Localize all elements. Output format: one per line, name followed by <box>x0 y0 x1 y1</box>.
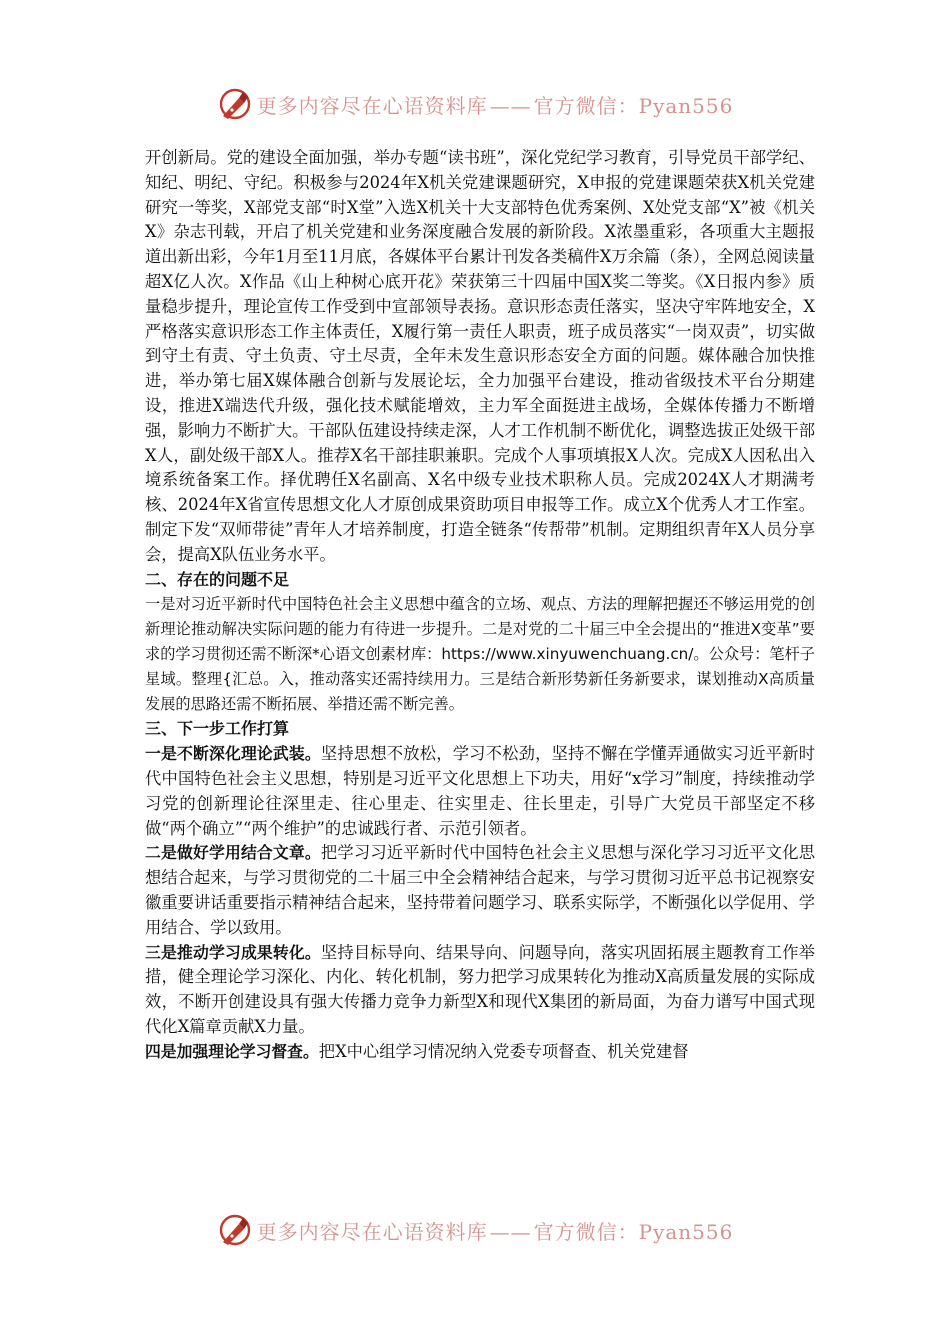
document-body <box>145 146 815 1065</box>
section-heading-problems: 二、存在的问题不足 <box>145 569 290 589</box>
item-text: 把X中心组学习情况纳入党委专项督查、机关党建督 <box>318 1041 689 1061</box>
pen-nib-logo-icon <box>217 86 253 122</box>
item-text: 坚持思想不放松，学习不松劲，坚持不懈在学懂弄通做实习近平新时代中国特色社会主义思想，特别是习近平文化思想上下功夫，用好“x学习”制度，持续推动学习党的创新理论往深里走、往心里走、往实里走、往长里走，引导广大党员干部坚定不移做“两个确立”“两个维护”的忠诚践行者、示范引领者。 <box>145 744 815 838</box>
inserted-source-note: *心语文创素材库：https://www.xinyuwenchuang.cn/。公众号：笔杆子星域。整理{汇总。入 <box>145 645 815 689</box>
problems-text-part-1: 一是对习近平新时代中国特色社会主义思想中蕴含的立场、观点、方法的理解把握还不够运用党的创新理论推动解决实际问题的能力有待进一步提升。二是对党的二十届三中全会提出的“推进X变革”要求的学习贯彻还需不断深 <box>145 595 815 664</box>
item-lead: 二是做好学用结合文章。 <box>145 843 321 863</box>
item-text: 把学习习近平新时代中国特色社会主义思想与深化学习习近平文化思想结合起来，与学习贯彻党的二十届三中全会精神结合起来，与学习贯彻习近平总书记视察安徽重要讲话重要指示精神结合起来，坚持带着问题学习、联系实际学，不断强化以学促用、学用结合、学以致用。 <box>145 843 815 937</box>
problems-text-part-2: ，推动落实还需持续用力。三是结合新形势新任务新要求，谋划推动X高质量发展的思路还需不断拓展、举措还需不断完善。 <box>145 670 815 714</box>
banner-text: 更多内容尽在心语资料库 —— 官方微信：Pyan556 <box>256 93 734 118</box>
section-heading-next-steps: 三、下一步工作打算 <box>145 719 290 739</box>
list-item <box>145 841 815 940</box>
footer-watermark-banner <box>0 1208 950 1252</box>
list-item <box>145 1040 815 1065</box>
item-lead: 一是不断深化理论武装。 <box>145 744 321 764</box>
paragraph-work-summary: 开创新局。党的建设全面加强，举办专题“读书班”，深化党纪学习教育，引导党员干部学纪、知纪、明纪、守纪。积极参与2024年X机关党建课题研究，X申报的党建课题荣获X机关党建研究一等奖，X部党支部“时X堂”入选X机关十大支部特色优秀案例、X处党支部“X”被《机关X》杂志刊载，开启了机关党建和业务深度融合发展的新阶段。X浓墨重彩，各项重大主题报道出新出彩，今年1月至11月底，各媒体平台累计刊发各类稿件X万余篇（条），全网总阅读量超X亿人次。X作品《山上种树心底开花》荣获第三十四届中国X奖二等奖。《X日报内参》质量稳步提升，理论宣传工作受到中宣部领导表扬。意识形态责任落实，坚决守牢阵地安全，X严格落实意识形态工作主体责任，X履行第一责任人职责，班子成员落实“一岗双责”，切实做到守土有责、守土负责、守土尽责，全年未发生意识形态安全方面的问题。媒体融合加快推进，举办第七届X媒体融合创新与发展论坛，全力加强平台建设，推动省级技术平台分期建设，推进X端迭代升级，强化技术赋能增效，主力军全面挺进主战场，全媒体传播力不断增强，影响力不断扩大。干部队伍建设持续走深，人才工作机制不断优化，调整选拔正处级干部X人，副处级干部X人。推荐X名干部挂职兼职。完成个人事项填报X人次。完成X人因私出入境系统备案工作。择优聘任X名副高、X名中级专业技术职称人员。完成2024X人才期满考核、2024年X省宣传思想文化人才原创成果资助项目申报等工作。成立X个优秀人才工作室。制定下发“双师带徒”青年人才培养制度，打造全链条“传帮带”机制。定期组织青年X人员分享会，提高X队伍业务水平。 <box>145 148 815 564</box>
list-item <box>145 941 815 1040</box>
banner-text: 更多内容尽在心语资料库 —— 官方微信：Pyan556 <box>256 1219 734 1244</box>
header-watermark-banner <box>0 82 950 126</box>
paragraph-problems <box>145 592 815 717</box>
item-lead: 三是推动学习成果转化。 <box>145 942 321 962</box>
item-lead: 四是加强理论学习督查。 <box>145 1041 319 1061</box>
list-item <box>145 742 815 841</box>
pen-nib-logo-icon <box>217 1212 253 1248</box>
item-text: 坚持目标导向、结果导向、问题导向，落实巩固拓展主题教育工作举措，健全理论学习深化、内化、转化机制，努力把学习成果转化为推动X高质量发展的实际成效，不断开创建设具有强大传播力竞争力新型X和现代X集团的新局面，为奋力谱写中国式现代化X篇章贡献X力量。 <box>145 942 815 1036</box>
